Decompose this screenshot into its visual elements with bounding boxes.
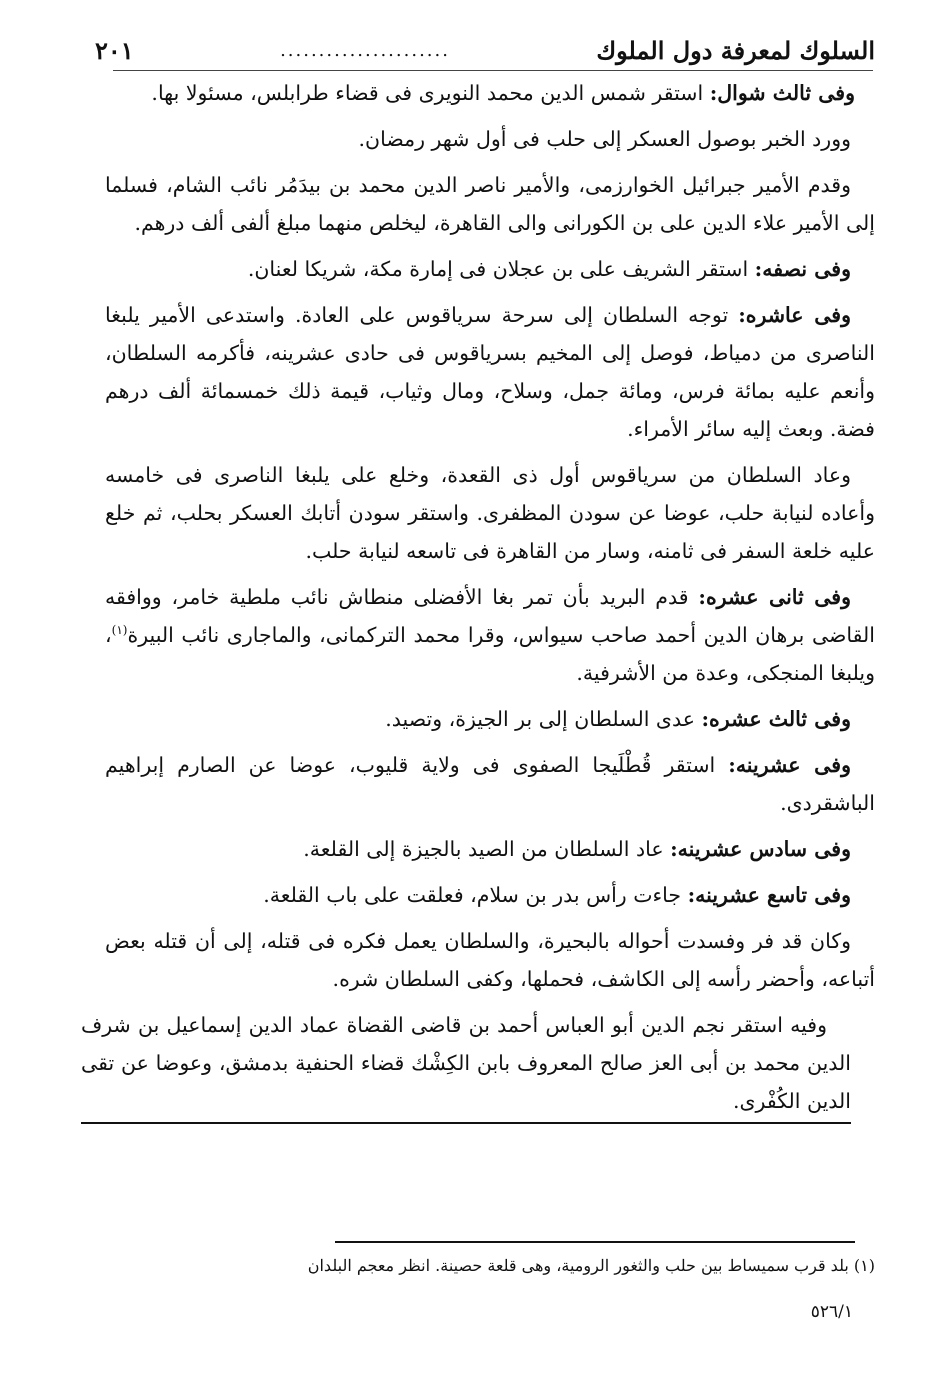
paragraph [105,876,875,914]
paragraph [105,250,875,288]
paragraph [105,700,875,738]
paragraph-lead: وفى ثانى عشره: [698,585,851,609]
paragraph-lead: وفى نصفه: [754,257,851,281]
paragraph-text: وفيه استقر نجم الدين أبو العباس أحمد بن قاضى القضاة عماد الدين إسماعيل بن شرف الدين محمد بن أبى العز صالح المعروف بابن الكِشْك قضاء الحنفية بدمشق، وعوضا عن تقى الدين الكُفْرى. [81,1006,851,1124]
paragraph-text: استقر الشريف على بن عجلان فى إمارة مكة، شريكا لعنان. [247,257,755,281]
paragraph [105,922,875,998]
page-number: ٢٠١ [95,35,134,65]
paragraph-text-continued: ، ويلبغا المنجكى، وعدة من الأشرفية. [105,623,875,685]
header-rule [113,70,873,71]
paragraph-lead: وفى عاشره: [738,303,851,327]
paragraph [105,296,875,448]
paragraph-text: وكان قد فر وفسدت أحواله بالبحيرة، والسلطان يعمل فكره فى قتله، إلى أن قتله بعض أتباعه، وأحضر رأسه إلى الكاشف، فحملها، وكفى السلطان شره. [105,929,875,991]
volume-reference: ٥٢٦/١ [810,1302,853,1322]
paragraph-lead: وفى تاسع عشرينه: [687,883,851,907]
paragraph [105,456,875,570]
paragraph-text: وقدم الأمير جبرائيل الخوارزمى، والأمير ناصر الدين محمد بن بيدَمُر نائب الشام، فسلما إلى الأمير علاء الدين على بن الكورانى والى القاهرة، ليخلص منهما مبلغ ألفى ألف درهم. [105,173,875,235]
paragraph-lead: وفى ثالث شوال: [709,81,855,105]
paragraph [105,166,875,242]
paragraph-lead: وفى ثالث عشره: [701,707,851,731]
paragraph [105,830,875,868]
paragraph-text: استقر قُطْلَيجا الصفوى فى ولاية قليوب، عوضا عن الصارم إبراهيم الباشقردى. [105,753,875,815]
paragraph [105,746,875,822]
paragraph-text: عدى السلطان إلى بر الجيزة، وتصيد. [385,707,702,731]
paragraph-text: عاد السلطان من الصيد بالجيزة إلى القلعة. [303,837,671,861]
paragraph [105,120,875,158]
paragraph-lead: وفى سادس عشرينه: [670,837,851,861]
footnote: (١) بلد قرب سميساط بين حلب والثغور الرومية، وهى قلعة حصينة. انظر معجم البلدان [307,1256,875,1275]
running-header [95,30,875,70]
paragraph [105,74,875,112]
paragraph-text: توجه السلطان إلى سرحة سرياقوس على العادة. واستدعى الأمير يلبغا الناصرى من دمياط، فوصل إلى المخيم بسرياقوس فى حادى عشرينه، فأكرمه السلطان، وأنعم عليه بمائة فرس، ومائة جمل، وسلاح، ومال وثياب، قيمة ذلك خمسمائة ألف درهم فضة. وبعث إليه سائر الأمراء. [105,303,875,441]
paragraph-text: استقر شمس الدين محمد النويرى فى قضاء طرابلس، مسئولا بها. [151,81,710,105]
leader-dots: ...................... [280,39,450,61]
paragraph-text: وورد الخبر بوصول العسكر إلى حلب فى أول شهر رمضان. [358,127,851,151]
paragraph-text: جاءت رأس بدر بن سلام، فعلقت على باب القلعة. [263,883,688,907]
paragraph [81,1006,875,1124]
book-title: السلوك لمعرفة دول الملوك [596,35,875,65]
paragraph-text: وعاد السلطان من سرياقوس أول ذى القعدة، وخلع على يلبغا الناصرى فى خامسه وأعاده لنيابة حلب، عوضا عن سودن المظفرى. واستقر سودن أتابك العسكر بحلب، ثم خلع عليه خلعة السفر فى ثامنه، وسار من القاهرة فى تاسعه لنيابة حلب. [105,463,875,563]
footnote-rule [335,1241,855,1243]
paragraph-lead: وفى عشرينه: [728,753,851,777]
paragraph-text: قدم البريد بأن تمر بغا الأفضلى منطاش نائب ملطية خامر، ووافقه القاضى برهان الدين أحمد صاحب سيواس، وقرا محمد التركمانى، والماجارى نائب البيرة [105,585,875,647]
main-text [81,74,875,1132]
footnote-marker: (١) [111,623,128,638]
paragraph [105,578,875,692]
